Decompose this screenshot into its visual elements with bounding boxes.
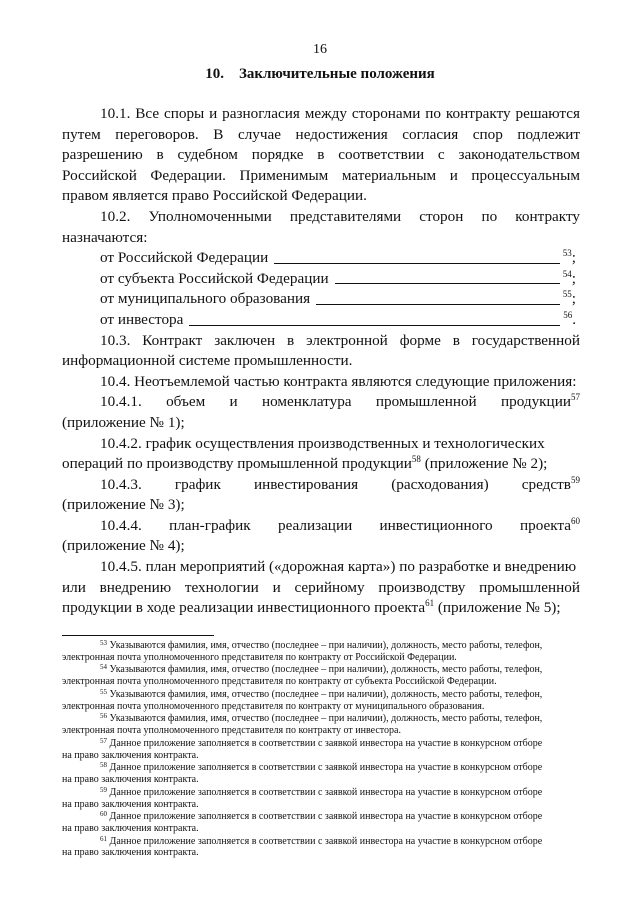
footnote-61 [62, 836, 580, 859]
word: 10.4.3. [100, 475, 142, 493]
paragraph-10-4-5-line3 [62, 598, 580, 619]
paragraph-10-1: 10.1. Все споры и разногласия между сторонами по контракту решаются путем переговоров. В случае недостижения согласия спор подлежит разрешению в судебном порядке в соответствии с законодательством Российской Федерации. Применимым материальным и процессуальным правом является право Российской Федерации. [62, 105, 580, 205]
word: или [62, 578, 86, 596]
footnote-text: на право заключения контракта. [62, 774, 199, 786]
representative-rf [62, 248, 580, 269]
footnote-text: электронная почта уполномоченного представителя по контракту от Российской Федерации. [62, 651, 457, 663]
paragraph-10-4-2-line1 [62, 434, 580, 455]
paragraph-10-4-1-line1 [62, 392, 580, 413]
word: промышленной [479, 578, 580, 596]
rep-label: от муниципального образования [100, 290, 311, 308]
footnote-ref: 61 [425, 598, 435, 609]
word [522, 475, 580, 496]
page-number: 16 [313, 42, 327, 57]
punct: . [572, 310, 576, 328]
word: представителями [289, 207, 402, 225]
footnote-text: на право заключения контракта. [62, 798, 199, 810]
paragraph-10-4-5-line1 [62, 557, 580, 578]
footnote-ref: 56 [563, 309, 573, 320]
text: 10.4.2. график осуществления производственных и технологических [100, 434, 545, 452]
footnote-text: электронная почта уполномоченного представителя по контракту от субъекта Российской Федерации. [62, 676, 497, 688]
word: 10.2. [100, 207, 131, 225]
representative-investor [62, 310, 580, 331]
paragraph-10-2-cont: назначаются: [62, 228, 148, 246]
footnote-56 [62, 713, 580, 736]
section-title: Заключительные положения [238, 66, 435, 82]
footnote-ref: 54 [562, 268, 572, 279]
representative-municipal [62, 289, 580, 310]
word: контракту [515, 207, 580, 225]
word [501, 392, 580, 413]
footnote-54 [62, 664, 580, 687]
footnotes [62, 640, 580, 860]
footnote-ref: 57 [570, 392, 580, 403]
word-text: продукции [500, 393, 571, 411]
text: (приложение № 2); [420, 455, 548, 473]
footnote-text: Указываются фамилия, имя, отчество (последнее – при наличии), должность, место работы, телефон, [109, 688, 543, 700]
footnote-text: Указываются фамилия, имя, отчество (последнее – при наличии), должность, место работы, телефон, [109, 640, 543, 651]
word: сторон [419, 207, 464, 225]
blank-line [274, 263, 560, 264]
word: реализации [277, 516, 353, 534]
footnote-text: Указываются фамилия, имя, отчество (последнее – при наличии), должность, место работы, телефон, [109, 713, 543, 725]
word: промышленной [375, 393, 477, 411]
footnote-text: Данное приложение заполняется в соответствии с заявкой инвестора на участие в конкурсном отборе [109, 786, 543, 798]
footnote-ref: 55 [562, 289, 572, 300]
blank-line [189, 325, 560, 326]
word: технологии [184, 578, 259, 596]
word: Уполномоченными [148, 207, 272, 225]
footnote-text: электронная почта уполномоченного представителя по контракту от инвестора. [62, 725, 401, 737]
blank-line [316, 304, 560, 305]
footnote-60 [62, 811, 580, 834]
word: номенклатура [261, 393, 352, 411]
footnote-number: 61 [100, 834, 107, 843]
word: 10.4.4. [100, 516, 142, 534]
footnote-ref: 53 [562, 248, 572, 259]
word: 10.4.1. [100, 393, 142, 411]
text: 10.4.5. план мероприятий («дорожная карта») по разработке и внедрению [100, 558, 577, 576]
footnote-55 [62, 689, 580, 712]
word: и [229, 393, 238, 411]
word: по [481, 207, 498, 225]
word: производству [378, 578, 466, 596]
rep-label: от Российской Федерации [100, 249, 269, 267]
word: график [174, 475, 221, 493]
word: план-график [169, 516, 251, 534]
word: внедрению [99, 578, 172, 596]
text: продукции в ходе реализации инвестиционного проекта [62, 599, 426, 617]
word: инвестирования [253, 475, 359, 493]
footnote-number: 57 [100, 736, 107, 745]
paragraph-10-2-line1 [62, 207, 580, 228]
footnote-text: на право заключения контракта. [62, 749, 199, 761]
footnote-separator [62, 635, 214, 636]
footnote-59 [62, 787, 580, 810]
word: (расходования) [391, 475, 489, 493]
footnote-number: 53 [100, 639, 107, 647]
word [520, 516, 580, 537]
text: (приложение № 5); [434, 599, 561, 617]
paragraph-10-4-5-line2 [62, 578, 580, 599]
footnote-number: 55 [100, 687, 107, 696]
text: операций по производству промышленной продукции [62, 455, 412, 473]
word: объем [166, 393, 206, 411]
word: и [272, 578, 281, 596]
rep-label: от субъекта Российской Федерации [100, 269, 329, 287]
footnote-ref: 58 [411, 454, 421, 465]
word-text: проекта [519, 516, 571, 534]
word: инвестиционного [379, 516, 493, 534]
word: серийному [294, 578, 365, 596]
footnote-text: Данное приложение заполняется в соответствии с заявкой инвестора на участие в конкурсном отборе [109, 737, 543, 749]
footnote-text: на право заключения контракта. [62, 847, 199, 859]
footnote-number: 56 [100, 712, 107, 721]
footnote-ref: 59 [570, 474, 580, 485]
punct: ; [571, 249, 576, 267]
footnote-number: 54 [100, 663, 107, 672]
paragraph-10-4-4-line1 [62, 516, 580, 537]
paragraph-10-4-3-line1 [62, 475, 580, 496]
paragraph-10-3: 10.3. Контракт заключен в электронной форме в государственной информационной системе промышленности. [62, 331, 580, 370]
footnote-ref: 60 [570, 515, 580, 526]
section-heading [0, 66, 640, 83]
punct: ; [571, 290, 576, 308]
paragraph-10-4-3-cont: (приложение № 3); [62, 496, 185, 514]
footnote-text: Данное приложение заполняется в соответствии с заявкой инвестора на участие в конкурсном отборе [109, 811, 543, 823]
footnote-53 [62, 640, 580, 663]
document-body [62, 104, 580, 619]
footnote-text: Данное приложение заполняется в соответствии с заявкой инвестора на участие в конкурсном отборе [109, 835, 543, 847]
footnote-58 [62, 762, 580, 785]
section-number: 10. [205, 66, 224, 82]
rep-label: от инвестора [100, 310, 184, 328]
paragraph-10-4: 10.4. Неотъемлемой частью контракта являются следующие приложения: [100, 372, 577, 390]
footnote-number: 58 [100, 761, 107, 770]
paragraph-10-4-4-cont: (приложение № 4); [62, 537, 185, 555]
paragraph-10-4-1-cont: (приложение № 1); [62, 413, 185, 431]
footnote-57 [62, 738, 580, 761]
footnote-number: 60 [100, 810, 107, 819]
footnote-text: Данное приложение заполняется в соответствии с заявкой инвестора на участие в конкурсном отборе [109, 762, 543, 774]
footnote-text: Указываются фамилия, имя, отчество (последнее – при наличии), должность, место работы, телефон, [109, 664, 543, 676]
representative-subject [62, 269, 580, 290]
footnote-number: 59 [100, 785, 107, 794]
paragraph-10-4-2-line2 [62, 454, 580, 475]
punct: ; [571, 269, 576, 287]
word-text: средств [521, 475, 571, 493]
blank-line [335, 283, 560, 284]
footnote-text: на право заключения контракта. [62, 822, 199, 834]
footnote-text: электронная почта уполномоченного представителя по контракту от муниципального образования. [62, 700, 485, 712]
